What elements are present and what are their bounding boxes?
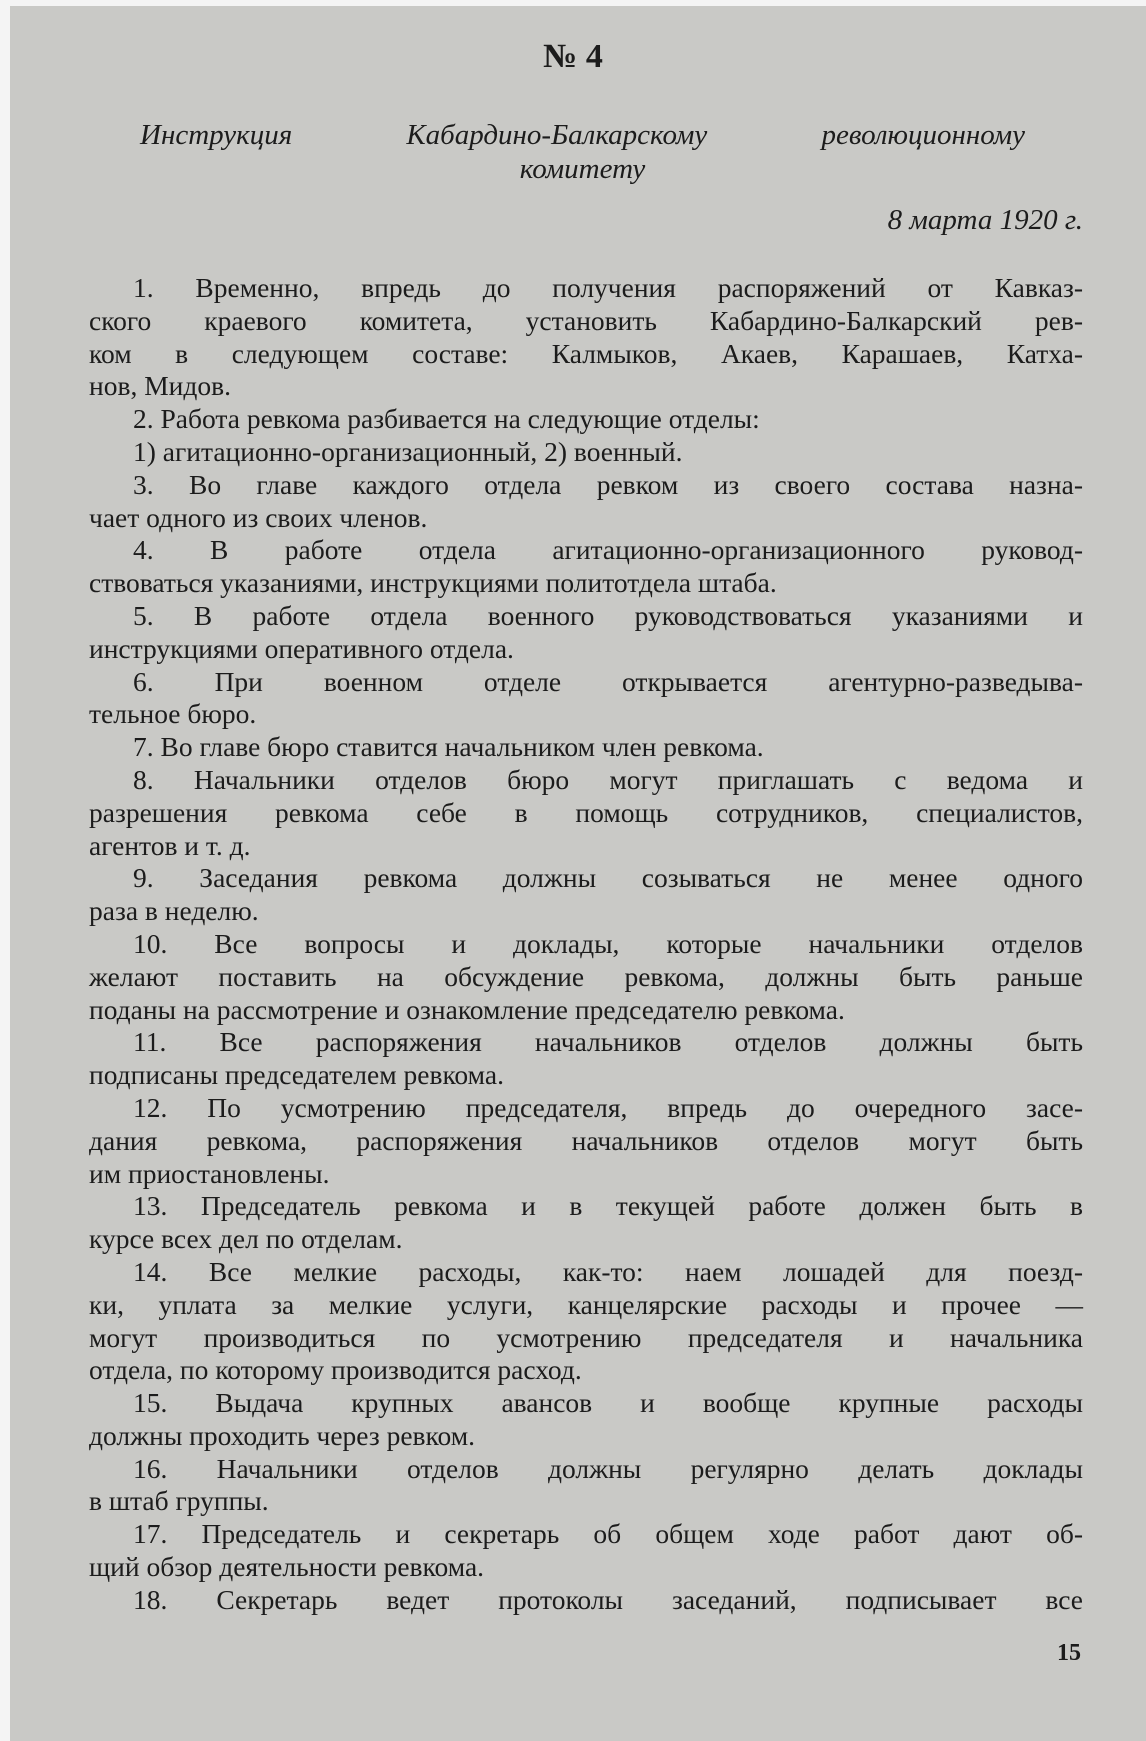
- text-line: 15. Выдача крупных авансов и вообще крупные расходы: [133, 1387, 1083, 1419]
- text-line: 8. Начальники отделов бюро могут приглашать с ведома и: [133, 763, 1083, 795]
- paragraph: [89, 1387, 1083, 1453]
- text-line: отдела, по которому производится расход.: [89, 1354, 582, 1386]
- text-line: нов, Мидов.: [89, 370, 231, 402]
- text-line: раза в неделю.: [89, 895, 259, 927]
- text-line: 3. Во главе каждого отдела ревком из своего состава назна-: [133, 468, 1083, 500]
- paragraph: [89, 1518, 1083, 1584]
- document-number: № 4: [543, 38, 603, 75]
- text-line: им приостановлены.: [89, 1157, 330, 1189]
- paragraph: [89, 1092, 1083, 1190]
- text-line: щий обзор деятельности ревкома.: [89, 1551, 485, 1583]
- title-line: Инструкция Кабардино-Балкарскому революционному: [140, 119, 1025, 151]
- paragraph: [89, 272, 1083, 403]
- text-line: 17. Председатель и секретарь об общем ходе работ дают об-: [133, 1518, 1083, 1550]
- text-line: 4. В работе отдела агитационно-организационного руковод-: [133, 534, 1083, 566]
- text-line: 9. Заседания ревкома должны созываться не менее одного: [133, 862, 1083, 894]
- document-body: [89, 272, 1083, 1617]
- paragraph: [89, 1190, 1083, 1256]
- text-line: ского краевого комитета, установить Кабардино-Балкарский рев-: [89, 304, 1083, 336]
- text-line: 5. В работе отдела военного руководствоваться указаниями и: [133, 599, 1083, 631]
- text-line: 13. Председатель ревкома и в текущей работе должен быть в: [133, 1190, 1083, 1222]
- text-line: 1. Временно, впредь до получения распоряжений от Кавказ-: [133, 272, 1083, 303]
- paragraph: [89, 469, 1083, 535]
- paragraph: [89, 1453, 1083, 1519]
- text-line: 12. По усмотрению председателя, впредь до очередного засе-: [133, 1091, 1083, 1123]
- text-line: ки, уплата за мелкие услуги, канцелярские расходы и прочее —: [89, 1288, 1083, 1320]
- text-line: 11. Все распоряжения начальников отделов должны быть: [133, 1026, 1083, 1058]
- paragraph: [89, 731, 1083, 764]
- text-line: 16. Начальники отделов должны регулярно делать доклады: [133, 1452, 1083, 1484]
- text-line: должны проходить через ревком.: [89, 1419, 475, 1451]
- text-line: инструкциями оперативного отдела.: [89, 632, 514, 664]
- text-line: 6. При военном отделе открывается агентурно-разведыва-: [133, 665, 1083, 697]
- paragraph: [89, 862, 1083, 928]
- text-line: разрешения ревкома себе в помощь сотрудников, специалистов,: [89, 796, 1083, 828]
- text-line: тельное бюро.: [89, 698, 257, 730]
- paragraph: [89, 534, 1083, 600]
- text-line: ком в следующем составе: Калмыков, Акаев, Карашаев, Катха-: [89, 337, 1083, 369]
- text-line: 2. Работа ревкома разбивается на следующие отделы:: [133, 403, 760, 435]
- paragraph: [89, 764, 1083, 862]
- document-date: 8 марта 1920 г.: [887, 204, 1083, 236]
- paragraph: [89, 1584, 1083, 1617]
- paragraph: [89, 600, 1083, 666]
- text-line: дания ревкома, распоряжения начальников отделов могут быть: [89, 1124, 1083, 1156]
- text-line: поданы на рассмотрение и ознакомление председателю ревкома.: [89, 993, 845, 1025]
- text-line: чает одного из своих членов.: [89, 501, 428, 533]
- text-line: 14. Все мелкие расходы, как-то: наем лошадей для поезд-: [133, 1255, 1083, 1287]
- text-line: курсе всех дел по отделам.: [89, 1223, 403, 1255]
- page-number: 15: [1057, 1640, 1081, 1666]
- text-line: 1) агитационно-организационный, 2) военный.: [133, 435, 683, 467]
- paragraph: [89, 1256, 1083, 1387]
- text-line: подписаны председателем ревкома.: [89, 1059, 504, 1091]
- text-line: агентов и т. д.: [89, 829, 251, 861]
- text-line: 18. Секретарь ведет протоколы заседаний, подписывает все: [133, 1583, 1083, 1615]
- paragraph: [89, 666, 1083, 732]
- text-line: 7. Во главе бюро ставится начальником член ревкома.: [133, 731, 764, 763]
- text-line: ствоваться указаниями, инструкциями политотдела штаба.: [89, 567, 777, 599]
- paragraph: [89, 1026, 1083, 1092]
- text-line: желают поставить на обсуждение ревкома, должны быть раньше: [89, 960, 1083, 992]
- text-line: могут производиться по усмотрению председателя и начальника: [89, 1321, 1083, 1353]
- title-line: комитету: [519, 153, 646, 185]
- text-line: в штаб группы.: [89, 1485, 269, 1517]
- paragraph: [89, 436, 1083, 469]
- paragraph: [89, 403, 1083, 436]
- document-title: [140, 118, 1025, 186]
- text-line: 10. Все вопросы и доклады, которые начальники отделов: [133, 927, 1083, 959]
- paragraph: [89, 928, 1083, 1026]
